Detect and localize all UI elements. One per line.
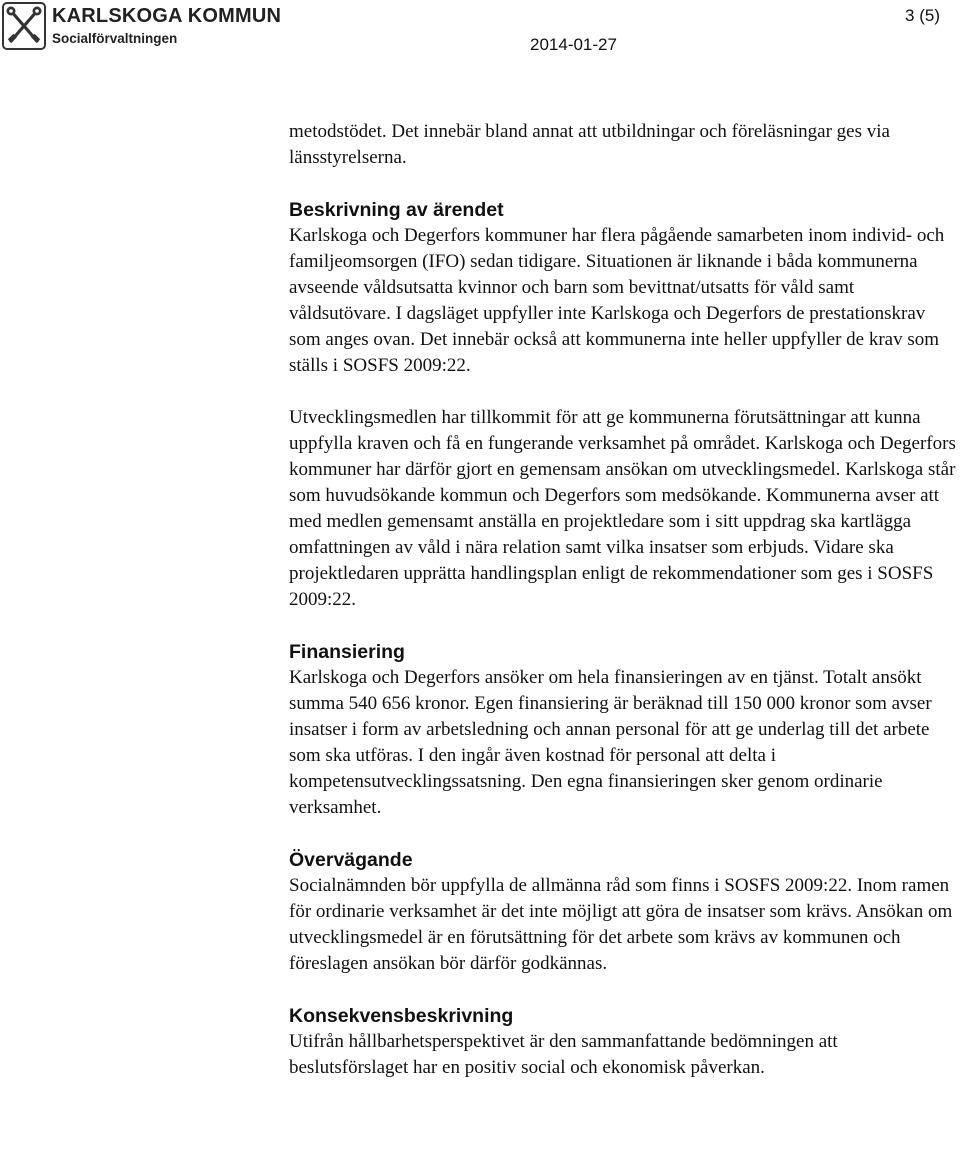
- description-paragraph-2: Utvecklingsmedlen har tillkommit för att ge kommunerna förutsättningar att kunna uppfylla kraven och få en fungerande verksamhet på området. Karlskoga och Degerfors kommuner har därför gjort en gemensam ansökan om utvecklingsmedel. Karlskoga står som huvudsökande kommun och Degerfors som medsökande. Kommunerna avser att med medlen gemensamt anställa en projektledare som i sitt uppdrag ska kartlägga omfattningen av våld i nära relation samt vilka insatser som erbjuds. Vidare ska projektledaren upprätta handlingsplan enligt de rekommendationer som ges i SOSFS 2009:22.: [289, 407, 956, 610]
- document-date: 2014-01-27: [530, 35, 617, 54]
- impact-paragraph: Utifrån hållbarhetsperspektivet är den sammanfattande bedömningen att beslutsförslaget har en positiv social och ekonomisk påverkan.: [289, 1031, 838, 1078]
- description-heading: Beskrivning av ärendet: [289, 199, 504, 221]
- page-header: [0, 0, 960, 64]
- intro-paragraph: metodstödet. Det innebär bland annat att utbildningar och föreläsningar ges via länsstyrelserna.: [289, 121, 890, 168]
- organization-name: KARLSKOGA KOMMUN: [52, 5, 282, 27]
- financing-heading: Finansiering: [289, 641, 405, 663]
- impact-heading: Konsekvensbeskrivning: [289, 1005, 514, 1027]
- description-paragraph-1: Karlskoga och Degerfors kommuner har flera pågående samarbeten inom individ- och familjeomsorgen (IFO) sedan tidigare. Situationen är liknande i båda kommunerna avseende våldsutsatta kvinnor och barn som bevittnat/utsatts för våld samt våldsutövare. I dagsläget uppfyller inte Karlskoga och Degerfors de prestationskrav som anges ovan. Det innebär också att kommunerna inte heller uppfyller de krav som ställs i SOSFS 2009:22.: [289, 225, 945, 376]
- department-name: Socialförvaltningen: [52, 31, 178, 46]
- consideration-heading: Övervägande: [289, 849, 413, 871]
- consideration-paragraph: Socialnämnden bör uppfylla de allmänna råd som finns i SOSFS 2009:22. Inom ramen för ordinarie verksamhet är det inte möjligt att göra de insatser som krävs. Ansökan om utvecklingsmedel är en förutsättning för det arbete som krävs av kommunen och föreslagen ansökan bör därför godkännas.: [289, 875, 953, 974]
- financing-paragraph: Karlskoga och Degerfors ansöker om hela finansieringen av en tjänst. Totalt ansökt summa 540 656 kronor. Egen finansiering är beräknad till 150 000 kronor som avser insatser i form av arbetsledning och annan personal för att ge underlag till det arbete som ska utföras. I den ingår även kostnad för personal att delta i kompetensutvecklingssatsning. Den egna finansieringen sker genom ordinarie verksamhet.: [289, 667, 932, 818]
- document-body: [289, 119, 957, 1081]
- municipality-logo: [2, 2, 46, 50]
- page-number: 3 (5): [905, 6, 940, 25]
